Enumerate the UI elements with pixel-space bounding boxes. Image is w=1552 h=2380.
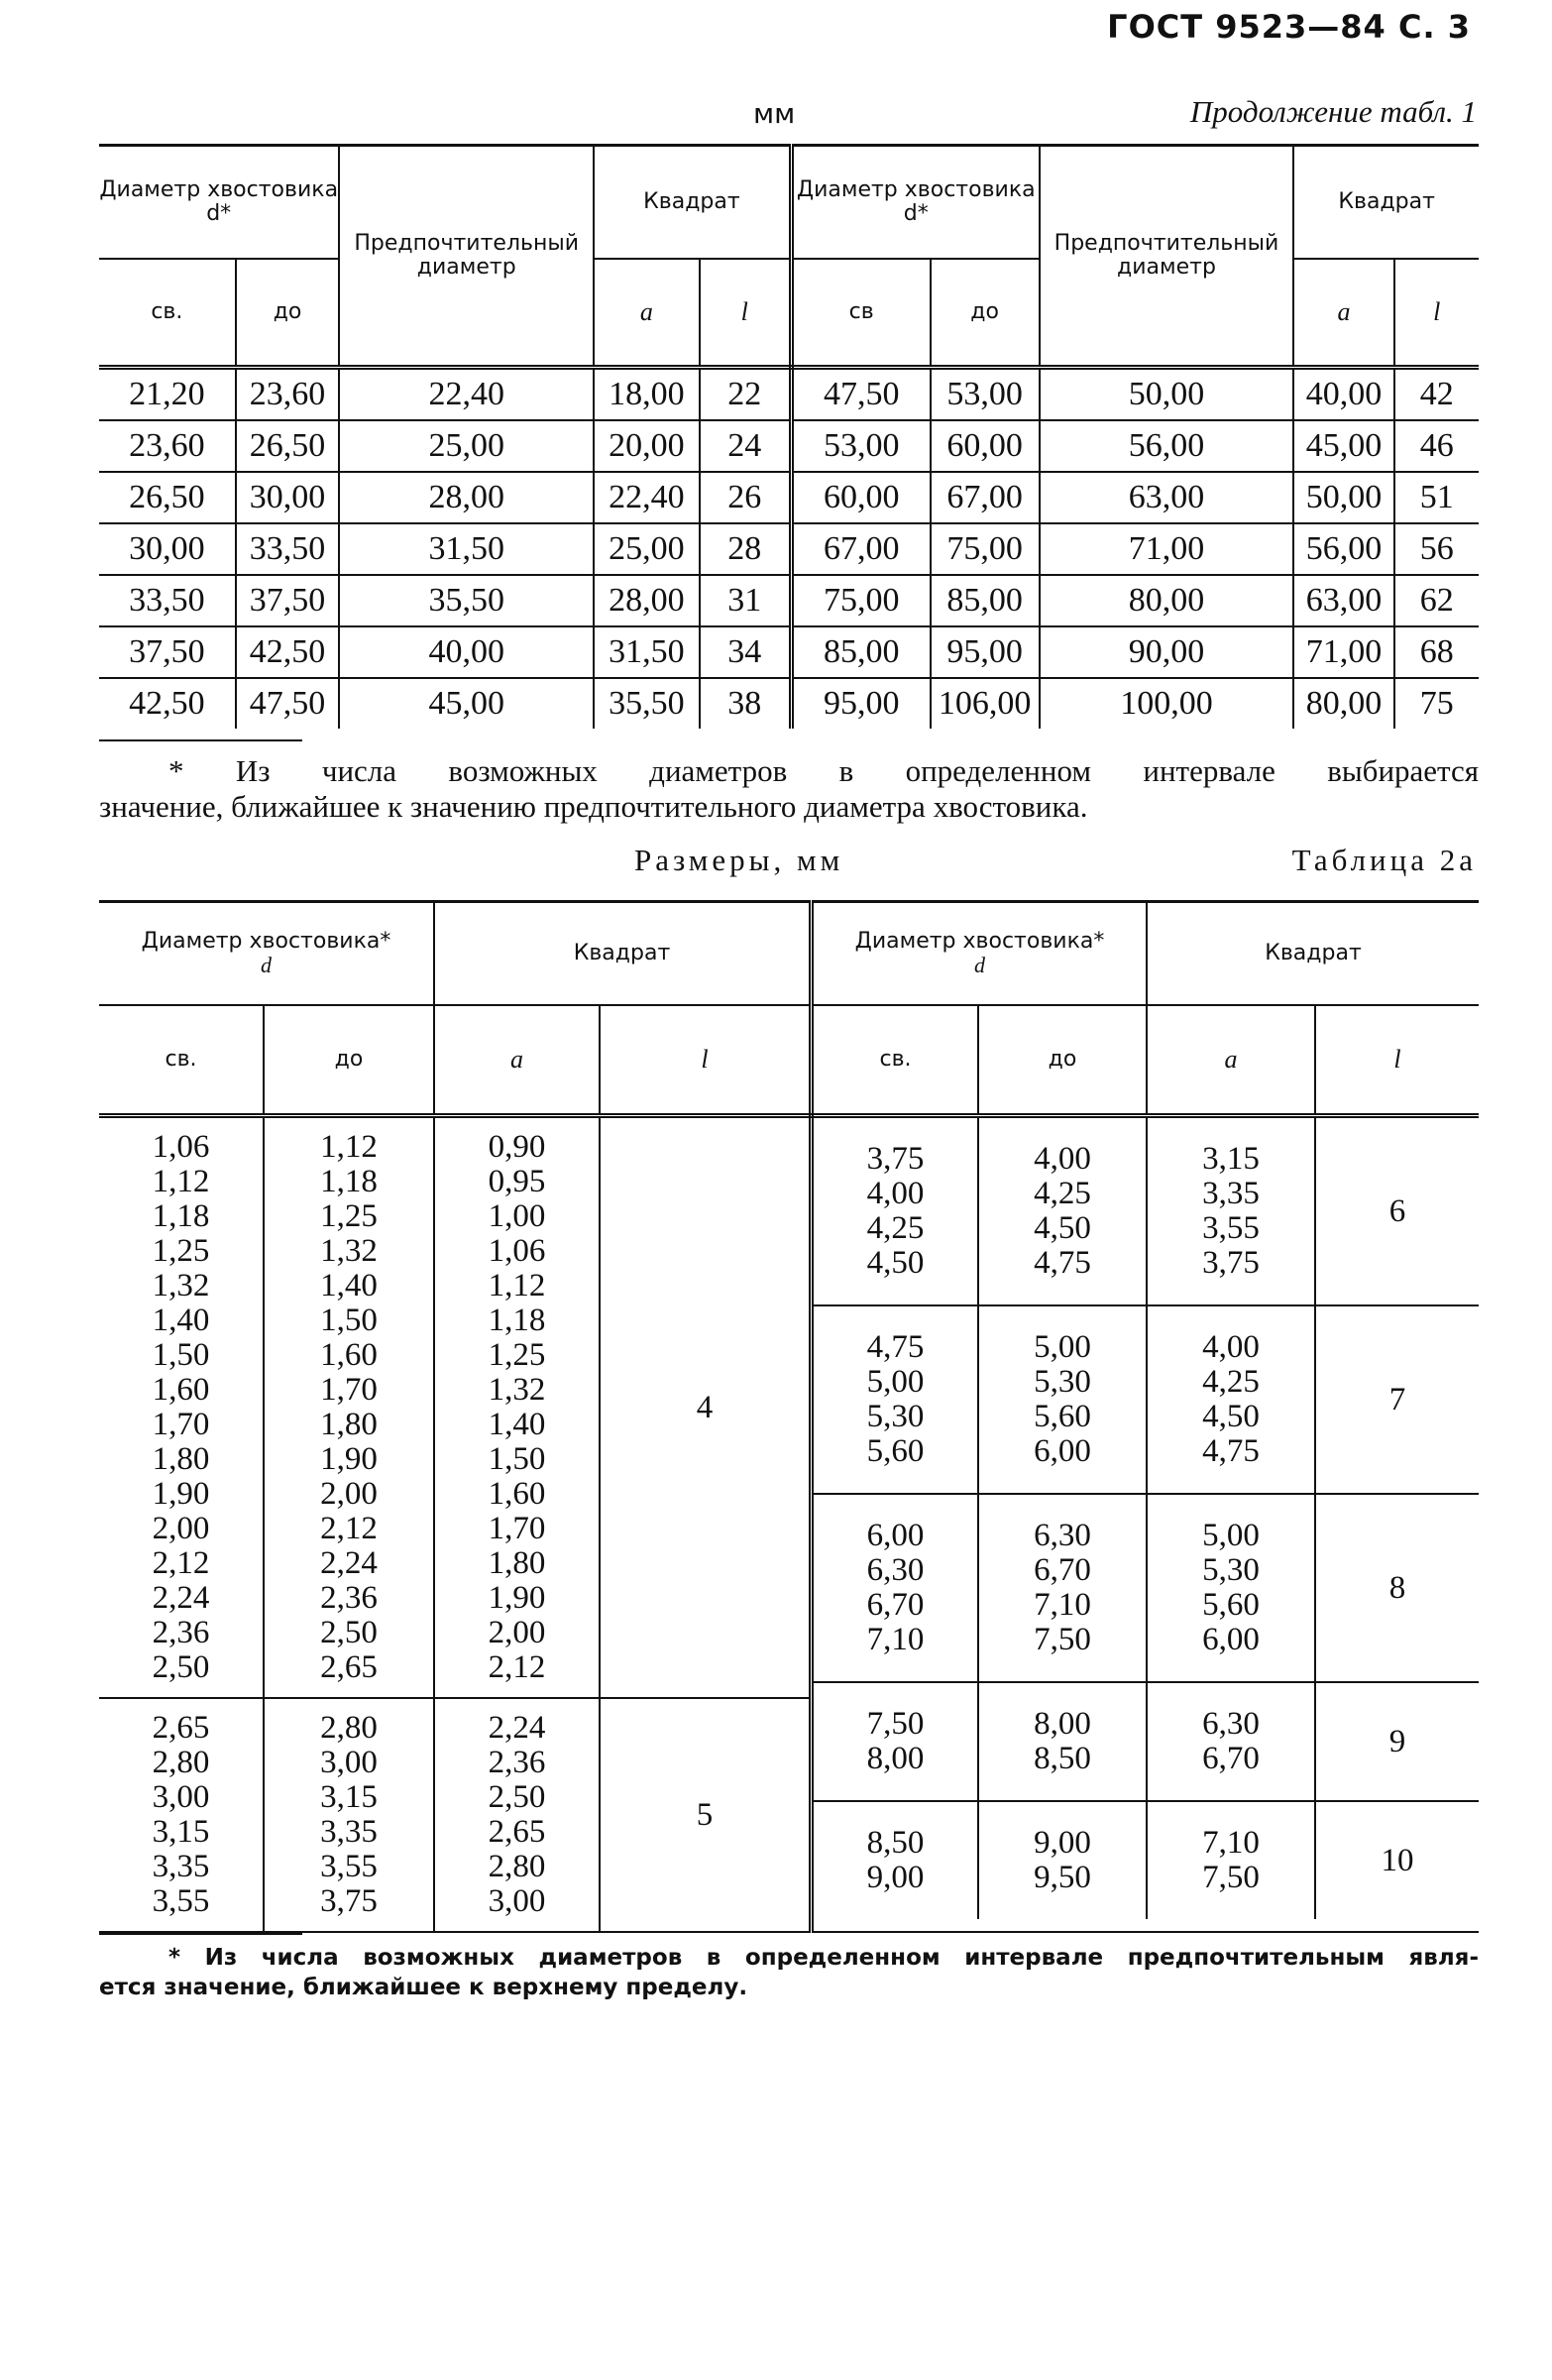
t1-cell-a2: 45,00 [1293,420,1393,472]
t1-cell-l: 38 [700,678,792,729]
page-header: ГОСТ 9523—84 С. 3 [1107,8,1471,46]
t2-left-from-value: 1,32 [152,1268,210,1303]
t2-left-from-value: 3,55 [152,1883,210,1919]
t2-head-to-left: до [264,1005,434,1116]
t2-left-a-value: 2,12 [488,1649,546,1685]
t2-right-a-value: 3,35 [1202,1176,1260,1211]
t1-cell-to: 23,60 [236,368,340,421]
t2-left-block [99,1116,812,1933]
t2-right-a-value: 5,30 [1202,1552,1260,1588]
t2-right-a-value: 7,10 [1202,1825,1260,1861]
t2-right-group [814,1801,1479,1919]
t1-cell-from: 33,50 [99,575,236,626]
t2-right-to-value: 9,50 [1034,1860,1091,1895]
t1-cell-l2: 51 [1394,472,1479,523]
t2-right-a-column [1147,1118,1315,1305]
t2-right-to-value: 4,25 [1034,1176,1091,1211]
t2-left-a-value: 1,18 [488,1303,546,1338]
t2-left-to-value: 1,70 [320,1372,378,1408]
t2-left-a-value: 1,40 [488,1407,546,1442]
t2-left-from-value: 3,15 [152,1814,210,1850]
t1-cell-to: 47,50 [236,678,340,729]
t1-cell-preferred2: 56,00 [1040,420,1294,472]
t2-left-a-value: 1,32 [488,1372,546,1408]
t1-head-a2: a [1293,259,1393,368]
t2-right-a-column [1147,1305,1315,1494]
t2-head-from-right: св. [812,1005,979,1116]
table1-footnote-line1: * Из числа возможных диаметров в определенном интервале выбирается [168,753,1479,788]
t2-head-a-left: a [434,1005,600,1116]
t2-right-from-value: 3,75 [866,1141,925,1177]
t2-left-to-value: 2,00 [320,1476,378,1512]
t1-cell-from: 26,50 [99,472,236,523]
t2-left-to-value: 1,32 [320,1233,378,1269]
t1-cell-a: 31,50 [594,626,700,678]
t2-left-a-column [434,1118,600,1698]
t1-cell-l2: 42 [1394,368,1479,421]
t1-cell-to2: 75,00 [931,523,1040,575]
table1-body [99,368,1479,730]
t1-cell-from: 30,00 [99,523,236,575]
table2a-footnote-line1: * Из числа возможных диаметров в определенном интервале предпочтительным явля- [168,1945,1479,1971]
t1-cell-to: 33,50 [236,523,340,575]
t1-cell-from2: 95,00 [791,678,930,729]
table2a-caption-left: Размеры, мм [634,843,844,877]
t1-cell-a: 28,00 [594,575,700,626]
t2-left-to-value: 2,65 [320,1649,378,1685]
t1-cell-a: 22,40 [594,472,700,523]
t2-right-a-value: 4,00 [1202,1329,1260,1365]
t2-left-a-value: 0,90 [488,1129,546,1165]
t2-right-a-value: 3,15 [1202,1141,1260,1177]
t2-left-a-value: 2,00 [488,1615,546,1650]
t1-head-from: св. [99,259,236,368]
table2a-body [99,1116,1479,1933]
t2-right-to-value: 4,00 [1034,1141,1091,1177]
t2-right-to-value: 7,50 [1034,1622,1091,1657]
t2-left-from-value: 3,35 [152,1849,210,1884]
t1-cell-preferred2: 80,00 [1040,575,1294,626]
table2a-footnote-line2: ется значение, ближайшее к верхнему пределу. [99,1975,748,2000]
t2-left-group [99,1698,809,1931]
t2-right-group [814,1682,1479,1801]
t1-cell-l2: 56 [1394,523,1479,575]
t1-cell-to: 26,50 [236,420,340,472]
t2-right-a-value: 3,55 [1202,1210,1260,1246]
table1-footnote-line2: значение, ближайшее к значению предпочтительного диаметра хвостовика. [99,789,1088,824]
t2-right-to-value: 5,00 [1034,1329,1091,1365]
t1-cell-l: 24 [700,420,792,472]
t2-head-from-left: св. [99,1005,264,1116]
t1-cell-l2: 46 [1394,420,1479,472]
t2-left-a-value: 2,36 [488,1745,546,1780]
t2-left-from-value: 1,80 [152,1441,210,1477]
t2-left-to-value: 1,12 [320,1129,378,1165]
t2-left-a-value: 2,24 [488,1710,546,1746]
t2-head-l-left: l [600,1005,812,1116]
t2-left-from-value: 2,65 [152,1710,210,1746]
t2-left-from-value: 1,40 [152,1303,210,1338]
t2-right-l-value: 9 [1315,1682,1479,1801]
t2-left-to-value: 3,35 [320,1814,378,1850]
table1-row [99,420,1479,472]
t2-right-from-value: 4,25 [866,1210,925,1246]
table2a-footnote-rule [99,1933,302,1935]
t1-cell-from2: 67,00 [791,523,930,575]
t1-head-shank-diameter-right: Диаметр хвостовика d* [791,146,1039,260]
t2-head-shank-left-label: Диаметр хвостовика* [141,929,391,954]
t1-head-preferred-right: Предпочтительный диаметр [1040,146,1294,368]
t2-left-from-value: 3,00 [152,1779,210,1815]
t1-head-from2: св [791,259,930,368]
t2-head-a-right: a [1147,1005,1315,1116]
t1-cell-l2: 68 [1394,626,1479,678]
t1-cell-preferred: 40,00 [339,626,594,678]
t2-right-from-value: 5,30 [866,1399,925,1434]
t2-head-shank-right [812,902,1148,1006]
t2-left-to-value: 1,60 [320,1337,378,1373]
t2-right-to-value: 6,00 [1034,1433,1091,1469]
t1-cell-preferred2: 63,00 [1040,472,1294,523]
t2-left-a-value: 2,50 [488,1779,546,1815]
table1-unit: мм [753,97,796,130]
t2-right-to-column [978,1682,1147,1801]
t2-right-from-value: 6,70 [866,1587,925,1623]
t2-right-to-value: 5,60 [1034,1399,1091,1434]
table1-row [99,523,1479,575]
t2-right-from-column [814,1118,978,1305]
t2-right-to-value: 8,50 [1034,1741,1091,1776]
t2-right-a-value: 5,00 [1202,1518,1260,1553]
t1-head-shank-diameter-left: Диаметр хвостовика d* [99,146,339,260]
t1-cell-preferred: 31,50 [339,523,594,575]
t2-right-to-column [978,1118,1147,1305]
t2-left-to-column [264,1118,434,1698]
t2-right-to-value: 4,75 [1034,1245,1091,1281]
t2-left-to-value: 3,55 [320,1849,378,1884]
t2-right-l-value: 10 [1315,1801,1479,1919]
t2-left-a-value: 1,70 [488,1511,546,1546]
t2-left-to-value: 1,18 [320,1164,378,1199]
table1-row [99,678,1479,729]
t2-left-to-value: 1,90 [320,1441,378,1477]
t2-right-a-column [1147,1494,1315,1682]
t2-right-to-value: 8,00 [1034,1706,1091,1742]
t2-head-shank-left [99,902,434,1006]
t1-cell-from2: 85,00 [791,626,930,678]
t2-left-to-value: 2,36 [320,1580,378,1616]
t1-cell-to: 30,00 [236,472,340,523]
t2-left-a-value: 1,50 [488,1441,546,1477]
t2-left-a-value: 1,06 [488,1233,546,1269]
t2-right-from-column [814,1801,978,1919]
t2-right-to-value: 9,00 [1034,1825,1091,1861]
t1-cell-to: 37,50 [236,575,340,626]
t1-cell-a2: 80,00 [1293,678,1393,729]
t1-cell-from2: 60,00 [791,472,930,523]
t1-head-to2: до [931,259,1040,368]
t1-head-l: l [700,259,792,368]
t2-right-to-column [978,1494,1147,1682]
t1-cell-to2: 106,00 [931,678,1040,729]
t2-left-from-value: 2,00 [152,1511,210,1546]
t2-right-to-column [978,1801,1147,1919]
t2-left-a-value: 2,80 [488,1849,546,1884]
table2a-caption-right: Таблица 2а [1291,843,1477,877]
t2-left-from-column [99,1698,264,1931]
t2-left-from-value: 1,12 [152,1164,210,1199]
t2-left-groups [99,1118,809,1931]
t2-right-from-value: 4,75 [866,1329,925,1365]
t2-right-groups [814,1118,1479,1919]
t2-right-a-value: 4,75 [1202,1433,1260,1469]
t1-head-a: a [594,259,700,368]
t1-cell-l: 34 [700,626,792,678]
t2-right-a-value: 6,00 [1202,1622,1260,1657]
t2-right-from-value: 5,60 [866,1433,925,1469]
t1-head-square-right: Квадрат [1293,146,1479,260]
t2-left-to-value: 1,80 [320,1407,378,1442]
t1-cell-to2: 95,00 [931,626,1040,678]
t2-right-from-column [814,1305,978,1494]
t1-cell-l2: 62 [1394,575,1479,626]
t2-left-from-value: 1,70 [152,1407,210,1442]
t2-left-to-value: 2,12 [320,1511,378,1546]
t1-cell-a2: 56,00 [1293,523,1393,575]
t2-head-shank-right-label: Диаметр хвостовика* [854,929,1105,954]
t2-left-l-value: 4 [600,1118,809,1698]
t1-cell-preferred2: 100,00 [1040,678,1294,729]
t1-cell-to2: 67,00 [931,472,1040,523]
t2-right-a-value: 4,25 [1202,1364,1260,1400]
t1-head-l2: l [1394,259,1479,368]
t2-left-to-value: 2,50 [320,1615,378,1650]
table2a-footnote [99,1943,1479,2002]
t2-head-to-right: до [978,1005,1147,1116]
t2-left-from-value: 1,50 [152,1337,210,1373]
t2-left-a-value: 0,95 [488,1164,546,1199]
table1-footnote-rule [99,739,302,741]
t1-cell-a2: 71,00 [1293,626,1393,678]
t2-left-a-value: 2,65 [488,1814,546,1850]
t1-cell-preferred: 22,40 [339,368,594,421]
t2-left-group [99,1118,809,1698]
t2-right-l-value: 6 [1315,1118,1479,1305]
t2-right-from-column [814,1682,978,1801]
t2-right-group [814,1494,1479,1682]
t2-left-from-value: 2,50 [152,1649,210,1685]
t2-right-to-value: 4,50 [1034,1210,1091,1246]
t2-left-from-value: 1,18 [152,1198,210,1234]
t1-cell-l2: 75 [1394,678,1479,729]
t1-cell-preferred: 28,00 [339,472,594,523]
t2-right-from-column [814,1494,978,1682]
t2-left-to-value: 1,25 [320,1198,378,1234]
t2-left-to-value: 2,80 [320,1710,378,1746]
t2-right-block [812,1116,1480,1933]
t1-cell-preferred2: 71,00 [1040,523,1294,575]
t1-cell-preferred: 35,50 [339,575,594,626]
t2-left-l-value: 5 [600,1698,809,1931]
t2-left-a-value: 1,90 [488,1580,546,1616]
table1-footnote [99,753,1479,825]
t2-right-to-value: 7,10 [1034,1587,1091,1623]
t2-left-a-value: 1,60 [488,1476,546,1512]
t2-right-a-value: 3,75 [1202,1245,1260,1281]
t1-cell-from: 21,20 [99,368,236,421]
t1-head-to: до [236,259,340,368]
t1-cell-preferred: 45,00 [339,678,594,729]
t1-cell-a2: 50,00 [1293,472,1393,523]
t2-left-from-value: 1,60 [152,1372,210,1408]
t2-right-a-value: 6,30 [1202,1706,1260,1742]
t1-cell-a: 25,00 [594,523,700,575]
table1-continuation: Продолжение табл. 1 [1189,94,1477,129]
t2-head-square-right: Квадрат [1147,902,1479,1006]
t1-cell-from: 37,50 [99,626,236,678]
t1-cell-a: 18,00 [594,368,700,421]
t2-left-to-value: 3,75 [320,1883,378,1919]
t2-left-a-value: 3,00 [488,1883,546,1919]
t1-cell-preferred: 25,00 [339,420,594,472]
t2-left-from-value: 2,12 [152,1545,210,1581]
t1-cell-from: 42,50 [99,678,236,729]
t1-cell-from2: 53,00 [791,420,930,472]
t1-cell-from2: 47,50 [791,368,930,421]
t2-right-l-value: 8 [1315,1494,1479,1682]
t2-left-from-value: 2,80 [152,1745,210,1780]
table1-row [99,368,1479,421]
t2-right-to-value: 6,70 [1034,1552,1091,1588]
t2-left-to-column [264,1698,434,1931]
t2-right-from-value: 8,50 [866,1825,925,1861]
t2-right-from-value: 4,00 [866,1176,925,1211]
t2-left-a-value: 1,80 [488,1545,546,1581]
table2a [99,900,1479,1933]
t2-right-group [814,1305,1479,1494]
t1-cell-a: 20,00 [594,420,700,472]
t1-cell-to: 42,50 [236,626,340,678]
t1-head-square-left: Квадрат [594,146,791,260]
table1-row [99,626,1479,678]
t2-right-from-value: 6,30 [866,1552,925,1588]
t1-cell-l: 26 [700,472,792,523]
t2-left-from-value: 1,06 [152,1129,210,1165]
t1-cell-preferred2: 90,00 [1040,626,1294,678]
t1-cell-a2: 40,00 [1293,368,1393,421]
t2-right-a-column [1147,1801,1315,1919]
t1-head-preferred-left: Предпочтительный диаметр [339,146,594,368]
table1-row [99,575,1479,626]
t2-right-from-value: 4,50 [866,1245,925,1281]
t2-left-from-column [99,1118,264,1698]
t1-cell-from2: 75,00 [791,575,930,626]
t2-left-from-value: 2,24 [152,1580,210,1616]
t1-cell-to2: 53,00 [931,368,1040,421]
t1-cell-to2: 85,00 [931,575,1040,626]
t2-right-a-value: 6,70 [1202,1741,1260,1776]
t2-right-a-value: 7,50 [1202,1860,1260,1895]
t2-head-l-right: l [1315,1005,1479,1116]
t1-cell-l: 31 [700,575,792,626]
t2-right-group [814,1118,1479,1305]
t2-right-from-value: 8,00 [866,1741,925,1776]
t2-right-l-value: 7 [1315,1305,1479,1494]
t1-cell-a: 35,50 [594,678,700,729]
t1-cell-l: 28 [700,523,792,575]
t1-cell-l: 22 [700,368,792,421]
t2-right-a-value: 4,50 [1202,1399,1260,1434]
t2-head-d-left: d [261,953,272,977]
table1 [99,144,1479,729]
t2-left-to-value: 3,00 [320,1745,378,1780]
t2-left-from-value: 1,90 [152,1476,210,1512]
table1-row [99,472,1479,523]
t2-right-from-value: 7,10 [866,1622,925,1657]
t2-left-a-value: 1,12 [488,1268,546,1303]
t2-right-to-value: 6,30 [1034,1518,1091,1553]
t1-cell-from: 23,60 [99,420,236,472]
t1-cell-preferred2: 50,00 [1040,368,1294,421]
t2-left-to-value: 1,40 [320,1268,378,1303]
t2-right-a-value: 5,60 [1202,1587,1260,1623]
t2-right-from-value: 5,00 [866,1364,925,1400]
t1-cell-a2: 63,00 [1293,575,1393,626]
t2-right-a-column [1147,1682,1315,1801]
t2-left-to-value: 1,50 [320,1303,378,1338]
t2-head-d-right: d [974,953,985,977]
t2-right-from-value: 6,00 [866,1518,925,1553]
t2-left-a-value: 1,00 [488,1198,546,1234]
t2-left-from-value: 2,36 [152,1615,210,1650]
t2-left-to-value: 2,24 [320,1545,378,1581]
t2-left-a-column [434,1698,600,1931]
t2-right-from-value: 9,00 [866,1860,925,1895]
t2-right-to-column [978,1305,1147,1494]
t2-right-to-value: 5,30 [1034,1364,1091,1400]
t2-head-square-left: Квадрат [434,902,812,1006]
t2-left-to-value: 3,15 [320,1779,378,1815]
t2-right-from-value: 7,50 [866,1706,925,1742]
t1-cell-to2: 60,00 [931,420,1040,472]
table2a-row [99,1116,1479,1933]
t2-left-a-value: 1,25 [488,1337,546,1373]
t2-left-from-value: 1,25 [152,1233,210,1269]
